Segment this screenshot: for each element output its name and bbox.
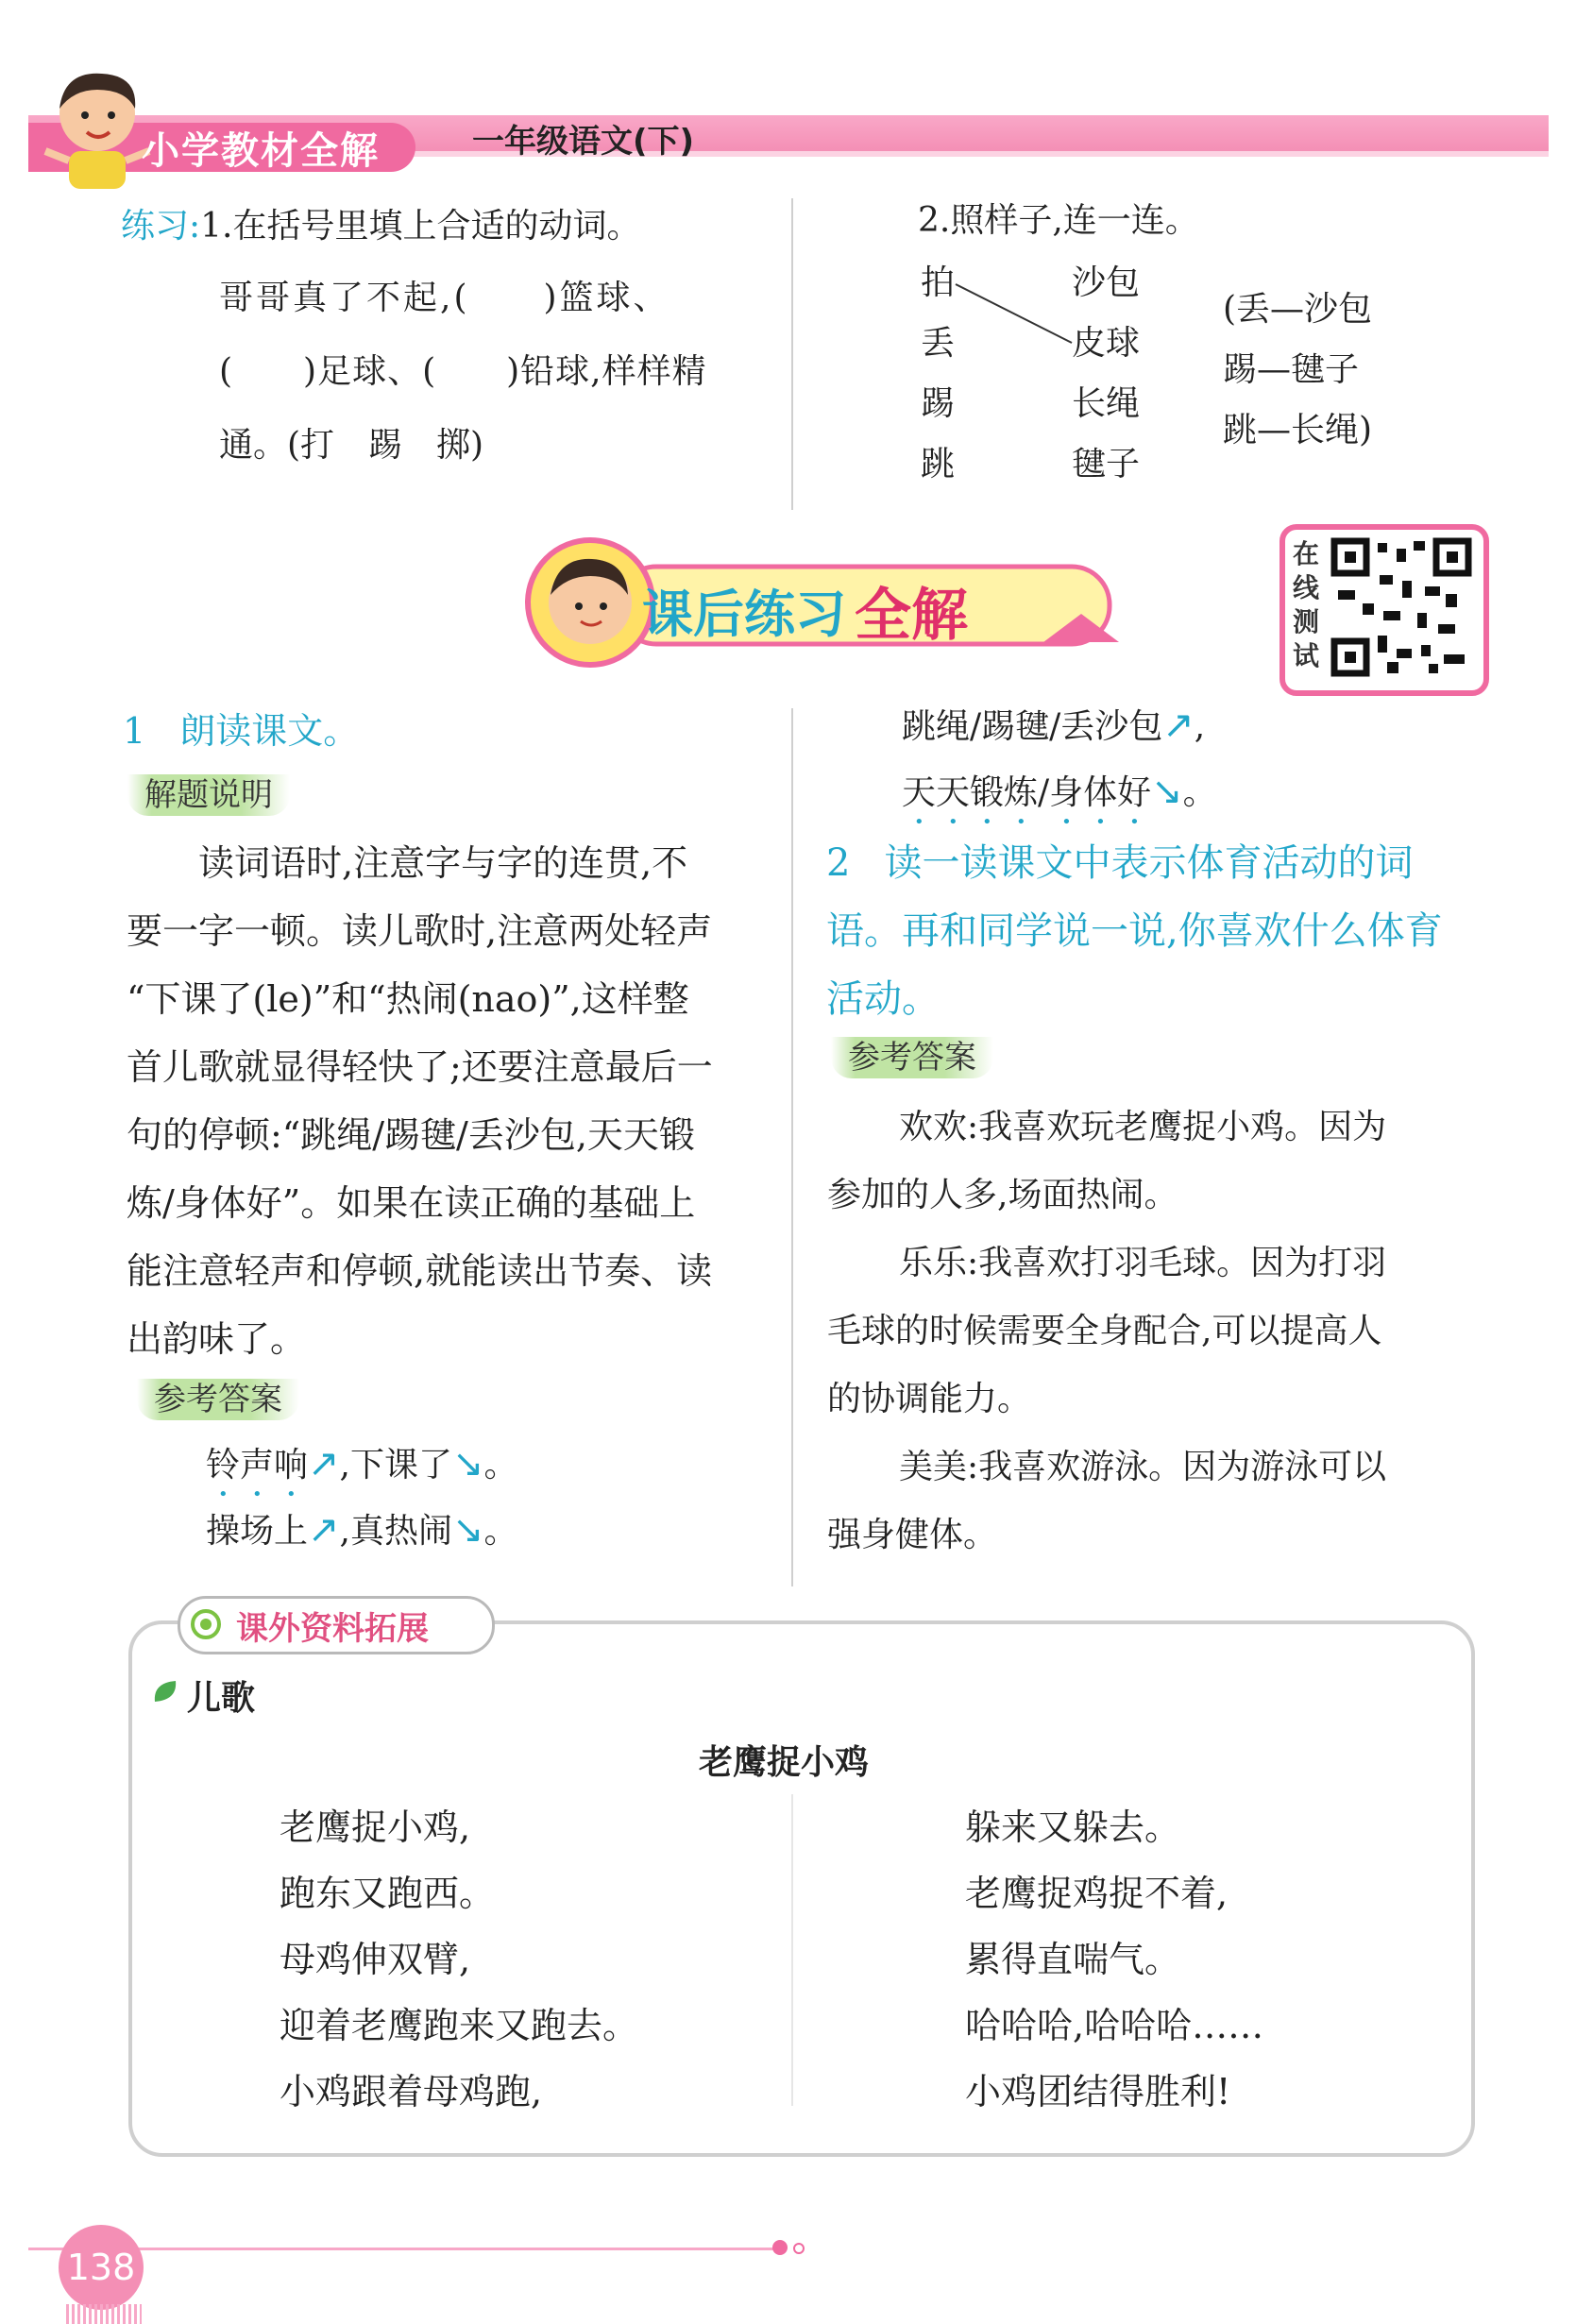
- explain-line: 句的停顿:“跳绳/踢毽/丢沙包,天天锻: [127, 1114, 695, 1156]
- match-connector-line: [954, 279, 1076, 354]
- q1-number: 1: [123, 710, 146, 752]
- poem-title: 老鹰捉小鸡: [699, 1743, 870, 1782]
- answer-line: 美美:我喜欢游泳。因为游泳可以: [899, 1448, 1387, 1486]
- practice-q2-title: 2.照样子,连一连。: [918, 201, 1199, 240]
- section-label: 儿歌: [187, 1679, 256, 1718]
- explain-line: 要一字一顿。读儿歌时,注意两处轻声: [127, 910, 713, 952]
- answer-line: 的协调能力。: [827, 1380, 1032, 1418]
- poem-line: 累得直喘气。: [965, 1939, 1181, 1980]
- poem-line: 母鸡伸双臂,: [280, 1939, 471, 1980]
- match-left-item: 丢: [921, 324, 956, 363]
- match-left-item: 踢: [921, 384, 956, 423]
- practice-label: 练习:: [121, 207, 201, 246]
- practice-q1-line1: 哥哥真了不起,( )篮球、: [219, 279, 670, 317]
- practice-q1-title: 1.在括号里填上合适的动词。: [200, 207, 641, 246]
- footer-dot-icon: [772, 2240, 788, 2255]
- extension-tab-label: 课外资料拓展: [236, 1610, 429, 1648]
- poem-line: 躲来又躲去。: [965, 1807, 1181, 1848]
- page-stripes: [66, 2304, 142, 2324]
- answer-line: 参加的人多,场面热闹。: [827, 1176, 1178, 1214]
- answer-line: 强身健体。: [827, 1516, 998, 1554]
- explain-line: 首儿歌就显得轻快了;还要注意最后一: [127, 1046, 713, 1088]
- rhythm-line-1: 跳绳/踢毽/丢沙包↗,: [902, 704, 1206, 747]
- poem-divider: [791, 1794, 793, 2106]
- poem-left-column: [280, 1794, 638, 2125]
- match-right-item: 沙包: [1072, 263, 1141, 302]
- q2-line: 活动。: [826, 977, 940, 1021]
- qr-code-icon: [1330, 537, 1472, 677]
- answer-line: 欢欢:我喜欢玩老鹰捉小鸡。因为: [899, 1108, 1387, 1146]
- match-answer-2: 踢—毽子: [1223, 350, 1360, 389]
- column-divider: [791, 708, 793, 1586]
- answer-line-2: 操场上↗,真热闹↘。: [206, 1508, 518, 1552]
- poem-line: 哈哈哈,哈哈哈……: [965, 2005, 1264, 2046]
- match-answer-3: 跳—长绳): [1223, 411, 1373, 450]
- practice-q1-line3: 通。(打 踢 掷): [219, 426, 484, 465]
- match-right-item: 毽子: [1072, 445, 1141, 483]
- q2-line: 2 读一读课文中表示体育活动的词: [826, 841, 1414, 885]
- match-left-item: 跳: [921, 445, 956, 483]
- column-divider: [791, 198, 793, 510]
- q2-line: 语。再和同学说一说,你喜欢什么体育: [826, 909, 1443, 953]
- explain-label: 解题说明: [127, 774, 290, 816]
- q2-heading: [826, 829, 1478, 1033]
- explain-line: 读词语时,注意字与字的连贯,不: [198, 842, 688, 884]
- explain-line: 炼/身体好”。如果在读正确的基础上: [127, 1182, 696, 1224]
- footer-ring-icon: [793, 2243, 805, 2254]
- answer-line-1: 铃声响↗,下课了↘。: [206, 1442, 518, 1485]
- poem-line: 迎着老鹰跑来又跑去。: [280, 2005, 639, 2046]
- match-right-item: 皮球: [1072, 324, 1141, 363]
- ribbon-icon: [187, 1605, 229, 1643]
- poem-line: 跑东又跑西。: [280, 1873, 496, 1914]
- poem-right-column: [965, 1794, 1263, 2125]
- book-title: 小学教材全解: [142, 129, 380, 173]
- banner-title-emphasis: 全解: [855, 583, 968, 649]
- banner-title: 课后练习: [642, 585, 846, 644]
- rhythm-line-2: 天天锻炼/身体好↘。: [902, 770, 1217, 813]
- poem-line: 小鸡跟着母鸡跑,: [280, 2071, 543, 2112]
- match-left-item: 拍: [921, 263, 956, 302]
- footer-rule: [28, 2248, 784, 2250]
- explain-line: “下课了(le)”和“热闹(nao)”,这样整: [127, 978, 689, 1020]
- poem-line: 小鸡团结得胜利!: [965, 2071, 1231, 2112]
- grade-label: 一年级语文(下): [472, 123, 695, 161]
- answer-paragraph-right: [827, 1094, 1479, 1569]
- qr-code-card[interactable]: [1279, 524, 1489, 696]
- page-number: 138: [59, 2225, 144, 2310]
- match-right-item: 长绳: [1072, 384, 1141, 423]
- answer-line: 毛球的时候需要全身配合,可以提高人: [827, 1312, 1382, 1350]
- q1-text: 朗读课文。: [179, 710, 360, 752]
- answer-label-right: 参考答案: [831, 1037, 993, 1078]
- poem-line: 老鹰捉鸡捉不着,: [965, 1873, 1229, 1914]
- answer-label-left: 参考答案: [137, 1379, 299, 1420]
- explain-line: 出韵味了。: [127, 1318, 307, 1360]
- explain-line: 能注意轻声和停顿,就能读出节奏、读: [127, 1250, 713, 1292]
- explain-paragraph: [127, 829, 778, 1373]
- qr-label: 在 线 测 试: [1293, 538, 1320, 671]
- poem-line: 老鹰捉小鸡,: [280, 1807, 471, 1848]
- match-answer-1: (丢—沙包: [1223, 290, 1373, 329]
- q1-heading: [123, 710, 360, 752]
- leaf-icon: [151, 1677, 179, 1705]
- practice-q1: [121, 207, 641, 246]
- practice-q1-line2: ( )足球、( )铅球,样样精: [219, 352, 707, 391]
- answer-line: 乐乐:我喜欢打羽毛球。因为打羽: [899, 1244, 1387, 1282]
